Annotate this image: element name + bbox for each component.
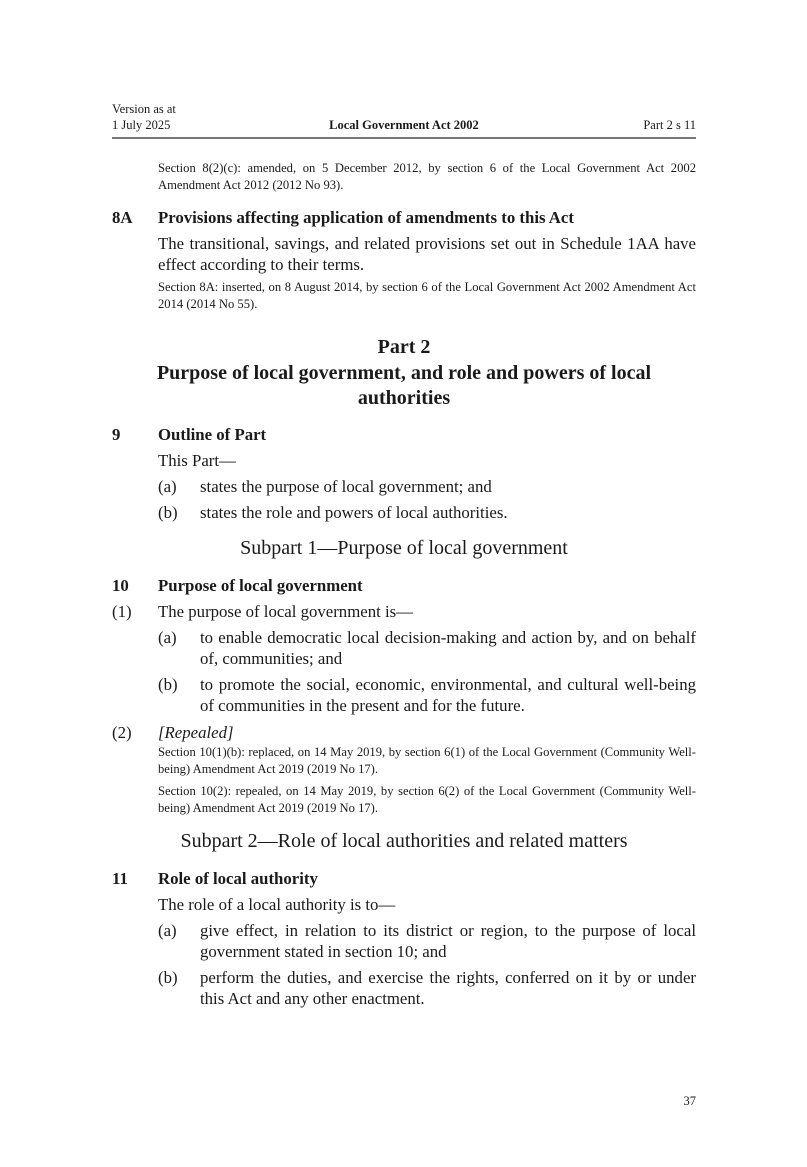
section-heading: Provisions affecting application of amendments to this Act	[158, 208, 574, 227]
section-heading: Purpose of local government	[158, 576, 363, 595]
amendment-note: Section 10(2): repealed, on 14 May 2019, by section 6(2) of the Local Government (Community Well-being) Amendment Act 2019 (2019 No 17).	[158, 784, 696, 815]
section-number: 8A	[112, 208, 133, 227]
part-title: Purpose of local government, and role and powers of local authorities	[156, 362, 652, 409]
header-title: Local Government Act 2002	[329, 118, 479, 132]
header-ref: Part 2 s 11	[643, 118, 696, 132]
section-number: 9	[112, 425, 121, 444]
section-intro: This Part—	[158, 451, 236, 470]
subsection-label: (2)	[112, 723, 132, 742]
amendment-note: Section 10(1)(b): replaced, on 14 May 2019, by section 6(1) of the Local Government (Community Well-being) Amendment Act 2019 (2019 No 17).	[158, 745, 696, 776]
item-label: (b)	[158, 503, 178, 522]
item-text: states the purpose of local government; and	[200, 477, 492, 496]
section-heading: Outline of Part	[158, 425, 267, 444]
item-text: to enable democratic local decision-making and action by, and on behalf of, communities; and	[200, 628, 696, 668]
header-version-date: 1 July 2025	[112, 118, 171, 132]
item-label: (b)	[158, 968, 178, 987]
subsection-text: The purpose of local government is—	[158, 602, 413, 621]
page-number: 37	[683, 1094, 696, 1108]
amendment-note: Section 8(2)(c): amended, on 5 December 2012, by section 6 of the Local Government Act 2002 Amendment Act 2012 (2012 No 93).	[158, 161, 696, 192]
section-text: The transitional, savings, and related provisions set out in Schedule 1AA have effect according to their terms.	[158, 234, 696, 274]
item-text: states the role and powers of local authorities.	[200, 503, 508, 522]
amendment-note: Section 8A: inserted, on 8 August 2014, by section 6 of the Local Government Act 2002 Amendment Act 2014 (2014 No 55).	[158, 280, 696, 311]
section-number: 10	[112, 576, 129, 595]
item-label: (b)	[158, 675, 178, 694]
subpart-heading: Subpart 2—Role of local authorities and related matters	[180, 830, 628, 852]
subsection-label: (1)	[112, 602, 132, 621]
item-text: to promote the social, economic, environmental, and cultural well-being of communities in the present and for the future.	[200, 675, 696, 715]
subpart-heading: Subpart 1—Purpose of local government	[240, 537, 568, 559]
part-label: Part 2	[377, 336, 431, 358]
header-rule	[112, 137, 696, 139]
section-heading: Role of local authority	[158, 869, 318, 888]
section-number: 11	[112, 869, 128, 888]
header-version-label: Version as at	[112, 102, 176, 116]
item-label: (a)	[158, 477, 177, 496]
section-intro: The role of a local authority is to—	[158, 895, 396, 914]
item-label: (a)	[158, 921, 177, 940]
subsection-text: [Repealed]	[158, 723, 234, 742]
item-text: perform the duties, and exercise the rights, conferred on it by or under this Act and any other enactment.	[200, 968, 696, 1008]
item-label: (a)	[158, 628, 177, 647]
item-text: give effect, in relation to its district or region, to the purpose of local government stated in section 10; and	[200, 921, 696, 961]
